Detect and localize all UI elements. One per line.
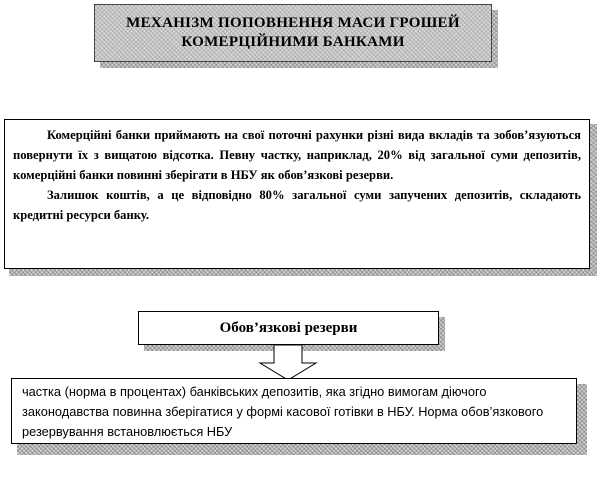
title-line-1: МЕХАНІЗМ ПОПОВНЕННЯ МАСИ ГРОШЕЙ	[126, 15, 460, 31]
main-text-box	[4, 119, 590, 269]
title-line-2: КОМЕРЦІЙНИМИ БАНКАМИ	[181, 34, 405, 50]
main-paragraph-1	[13, 125, 581, 185]
main-paragraph-2: Залишок коштів, а це відповідно 80% загальної суми запучених депозитів, складають кредитні ресурси банку.	[13, 188, 581, 222]
main-paragraph-1-emphasis: як обов’язкові резерви.	[260, 168, 394, 182]
definition-box	[11, 378, 577, 444]
down-arrow-icon	[258, 345, 318, 381]
title-box	[94, 4, 492, 62]
main-paragraph-1-text: Комерційні банки приймають на свої поточні рахунки різні вида вкладів та зобов’язуються повернути їх з вищатою відсотка. Певну частку, наприклад, 20% від загальної суми депозитів, комерційні банки повинні зберігати в НБУ	[13, 128, 581, 182]
reserves-label: Обов’язкові резерви	[219, 319, 358, 336]
definition-text: частка (норма в процентах) банківських депозитів, яка згідно вимогам діючого законодавства повинна зберігатися у формі касової готівки в НБУ. Норма обов’язкового резервування встановлюється НБУ	[22, 384, 544, 439]
reserves-box	[138, 311, 439, 345]
